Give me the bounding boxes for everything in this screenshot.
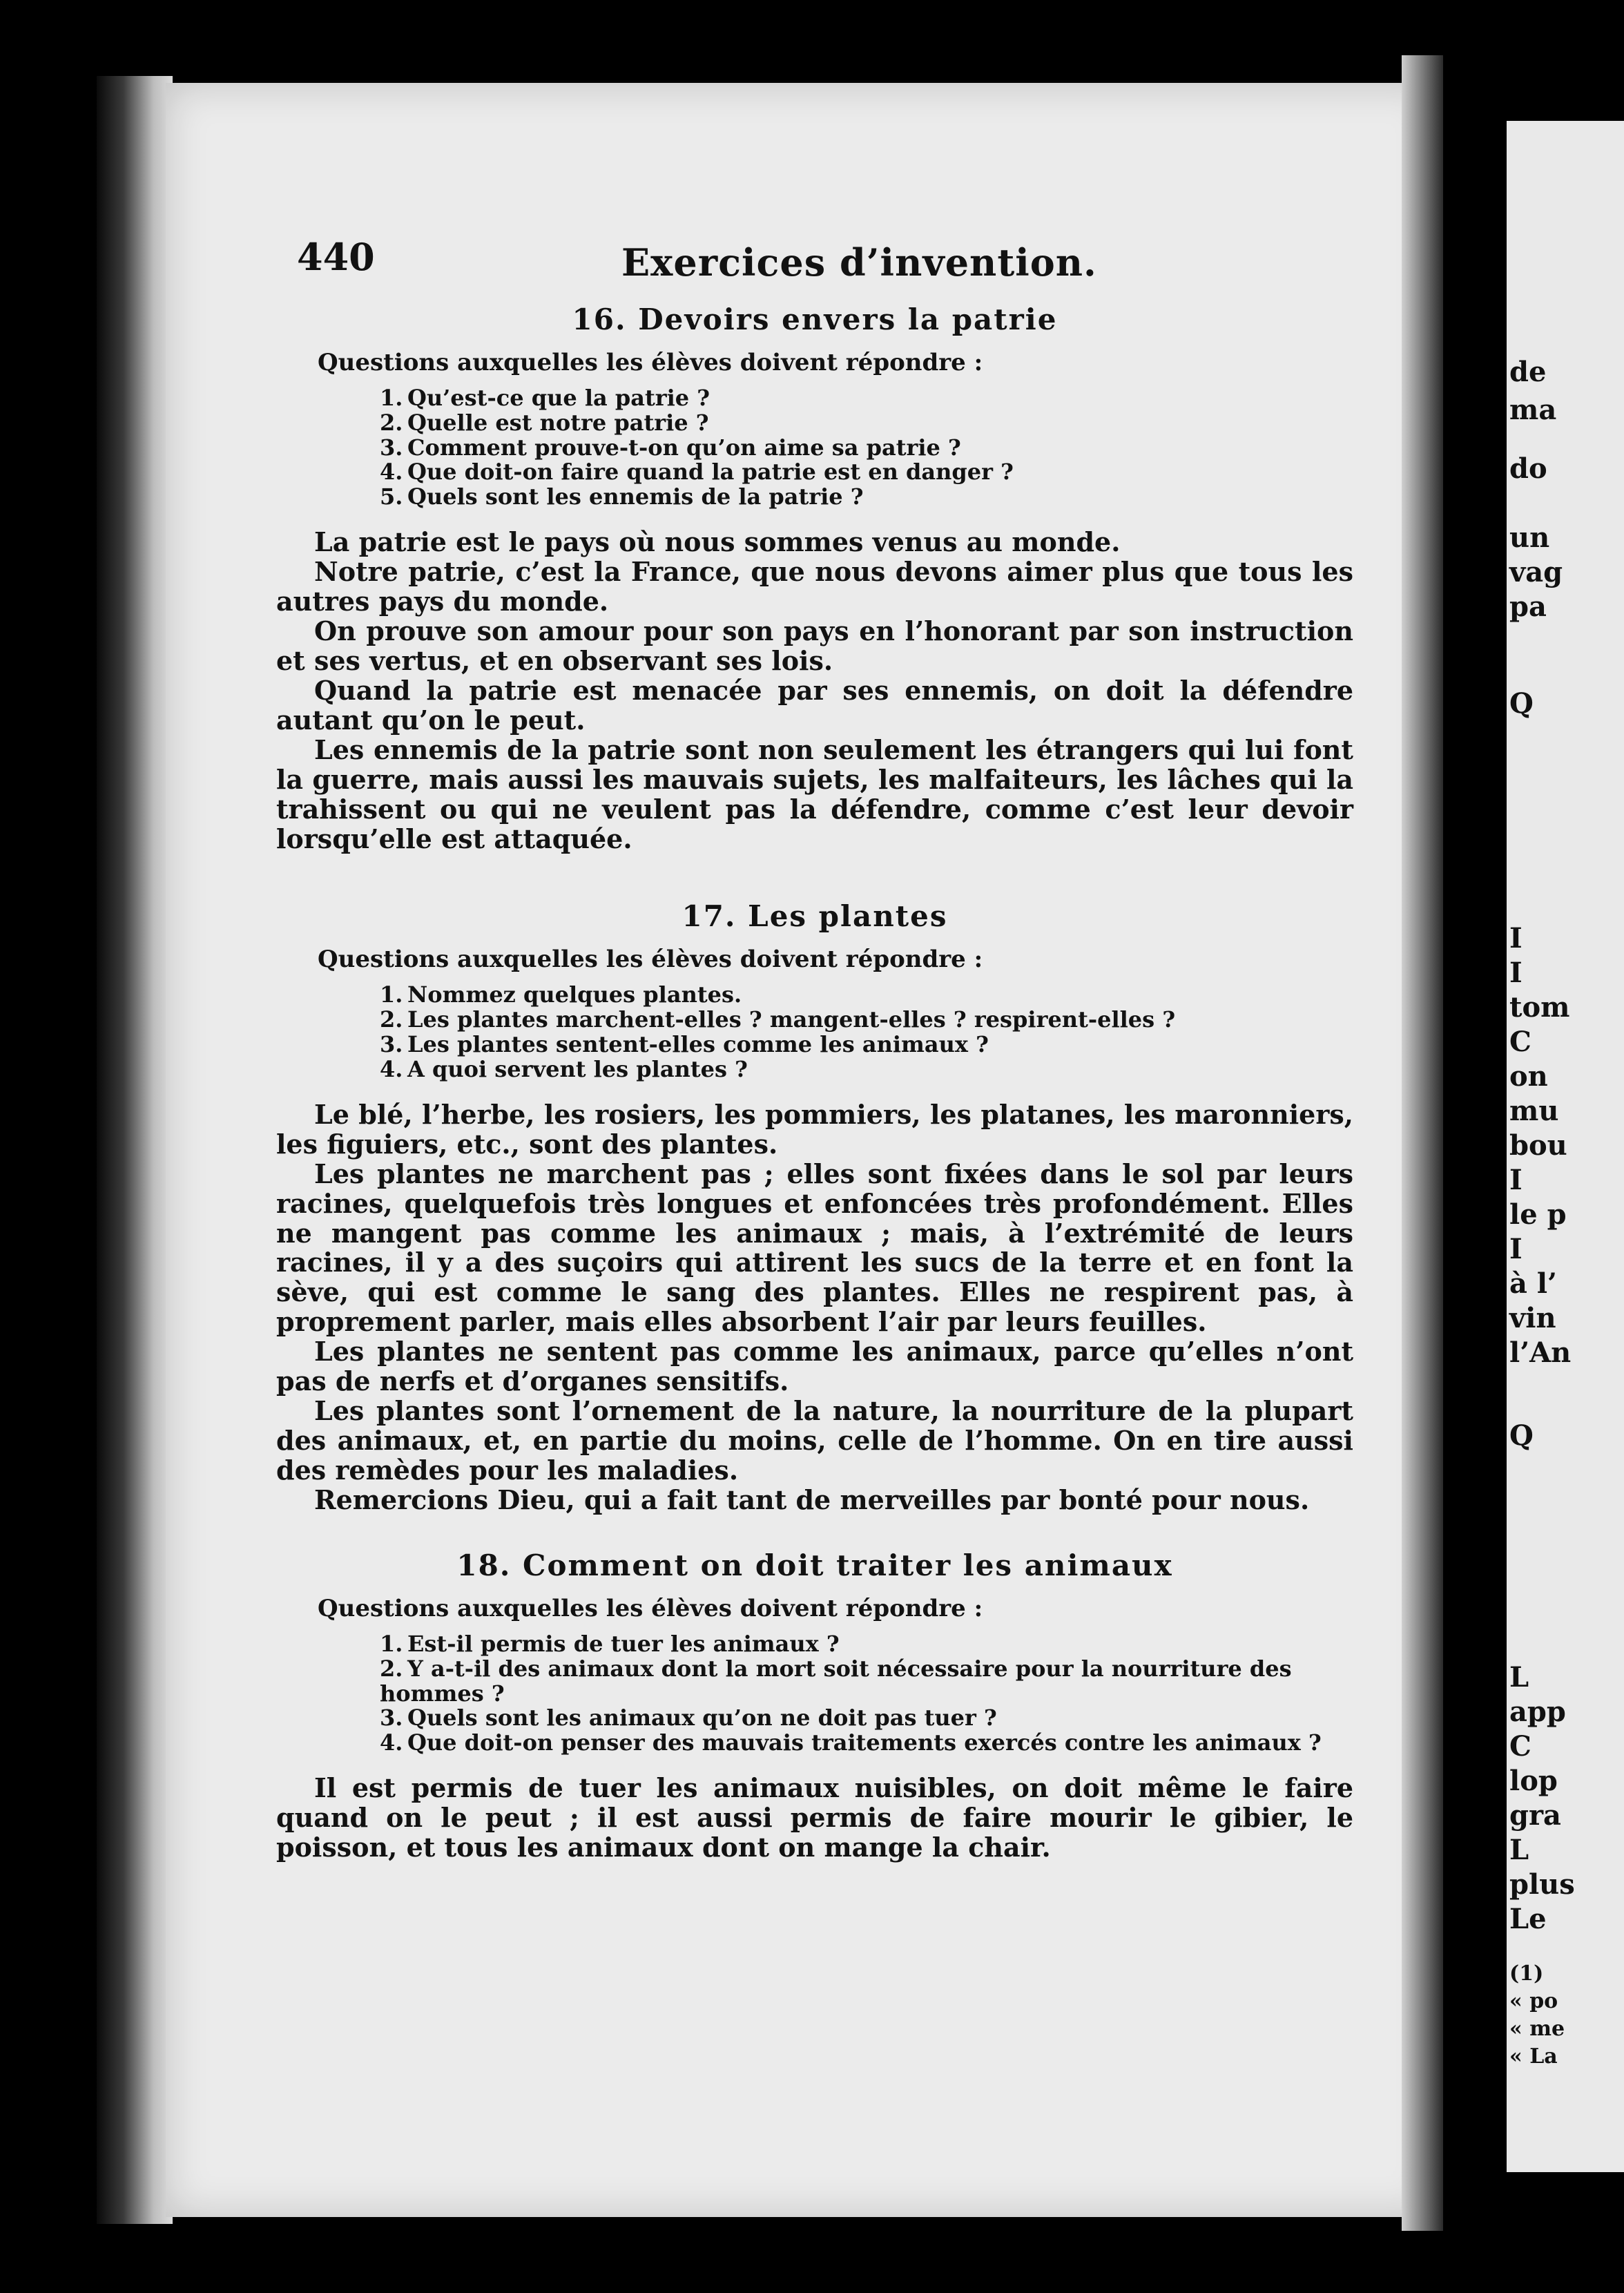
next-page-fragment: on — [1509, 1060, 1548, 1093]
question-text: Que doit-on faire quand la patrie est en danger ? — [407, 459, 1014, 486]
section-title: 16. Devoirs envers la patrie — [572, 303, 1058, 336]
questions-intro: Questions auxquelles les élèves doivent répondre : — [318, 1594, 983, 1622]
question-text: A quoi servent les plantes ? — [407, 1055, 748, 1082]
question-number: 3. — [380, 1705, 403, 1731]
paragraph: La patrie est le pays où nous sommes venus au monde. — [314, 526, 1121, 558]
question-item — [380, 1033, 1353, 1057]
paragraph: On prouve son amour pour son pays en l’honorant par son instruction et ses vertus, et en observant ses lois. — [276, 615, 1353, 676]
paragraph: Notre patrie, c’est la France, que nous devons aimer plus que tous les autres pays du monde. — [276, 556, 1353, 617]
next-page-fragment: tom — [1509, 991, 1570, 1024]
paragraph: Les ennemis de la patrie sont non seulement les étrangers qui lui font la guerre, mais aussi les mauvais sujets, les malfaiteurs, les lâches qui la trahissent ou qui ne veulent pas la défendre, comme c’est leur devoir lorsqu’elle est attaquée. — [276, 733, 1353, 854]
page-header — [276, 221, 1353, 297]
next-page-fragment: le p — [1509, 1198, 1567, 1231]
next-page-fragment: mu — [1509, 1095, 1559, 1127]
question-text: Les plantes marchent-elles ? mangent-elles ? respirent-elles ? — [407, 1006, 1176, 1033]
next-page-fragment: I — [1509, 1233, 1522, 1265]
question-number: 3. — [380, 434, 403, 461]
question-number: 2. — [380, 409, 403, 436]
question-number: 2. — [380, 1006, 403, 1033]
question-number: 2. — [380, 1655, 403, 1682]
next-page-fragment: plus — [1509, 1868, 1575, 1901]
gutter-shadow — [1402, 55, 1443, 2231]
next-page-fragment: vin — [1509, 1302, 1556, 1334]
question-number: 5. — [380, 483, 403, 510]
paragraph: Les plantes sont l’ornement de la nature, la nourriture de la plupart des animaux, et, en partie du moins, celle de l’homme. On en tire aussi des remèdes pour les maladies. — [276, 1395, 1353, 1486]
question-text: Comment prouve-t-on qu’on aime sa patrie ? — [407, 434, 961, 461]
next-page-fragment: à l’ — [1509, 1267, 1557, 1300]
section-gap — [276, 1515, 1353, 1543]
next-page-fragment: « me — [1509, 2017, 1565, 2041]
question-text: Y a-t-il des animaux dont la mort soit nécessaire pour la nourriture des hommes ? — [380, 1655, 1292, 1707]
section-title: 17. Les plantes — [682, 899, 948, 934]
question-text: Les plantes sentent-elles comme les animaux ? — [407, 1031, 989, 1058]
question-text: Quels sont les animaux qu’on ne doit pas tuer ? — [407, 1705, 997, 1731]
paragraph: Le blé, l’herbe, les rosiers, les pommiers, les platanes, les maronniers, les figuiers, etc., sont des plantes. — [276, 1098, 1353, 1160]
question-text: Quelle est notre patrie ? — [407, 409, 709, 436]
next-page-fragment: « La — [1509, 2044, 1558, 2069]
section-title: 18. Comment on doit traiter les animaux — [456, 1548, 1173, 1582]
next-page-fragment: Le — [1509, 1903, 1547, 1935]
question-list — [380, 386, 1353, 510]
next-page-fragment: un — [1509, 521, 1550, 554]
question-number: 3. — [380, 1031, 403, 1058]
question-item — [380, 1008, 1353, 1033]
question-item — [380, 460, 1353, 485]
question-item — [380, 1657, 1353, 1707]
paragraph: Les plantes ne marchent pas ; elles sont fixées dans le sol par leurs racines, quelquefois très longues et enfoncées très profondément. Elles ne mangent pas comme les animaux ; mais, à l’extrémité de leurs racines, il y a des suçoirs qui attirent les sucs de la terre et en font la sève, qui est comme le sang des plantes. Elles ne respirent pas, à proprement parler, mais elles absorbent l’air par leurs feuilles. — [276, 1158, 1353, 1338]
question-item — [380, 983, 1353, 1008]
next-page-fragment: Q — [1509, 687, 1534, 720]
paragraph: Il est permis de tuer les animaux nuisibles, on doit même le faire quand on le peut ; il est aussi permis de faire mourir le gibier, le poisson, et tous les animaux dont on mange la chair. — [276, 1772, 1353, 1863]
question-number: 1. — [380, 385, 403, 411]
next-page-fragment: I — [1509, 922, 1522, 954]
question-list — [380, 1632, 1353, 1756]
next-page-fragment: vag — [1509, 556, 1563, 588]
next-page-fragment: bou — [1509, 1129, 1567, 1162]
question-item — [380, 436, 1353, 461]
next-page-fragment: L — [1509, 1661, 1529, 1694]
question-item — [380, 485, 1353, 510]
next-page-fragment: l’An — [1509, 1336, 1572, 1369]
question-item — [380, 1706, 1353, 1731]
paragraph: Remercions Dieu, qui a fait tant de merveilles par bonté pour nous. — [314, 1484, 1310, 1515]
question-number: 4. — [380, 459, 403, 486]
next-page-fragment: I — [1509, 957, 1522, 989]
next-page-fragment: do — [1509, 452, 1547, 485]
next-page-fragment: lop — [1509, 1765, 1558, 1797]
question-text: Quels sont les ennemis de la patrie ? — [407, 483, 864, 510]
question-item — [380, 411, 1353, 436]
section-devoirs-patrie — [276, 303, 1353, 854]
question-item — [380, 1731, 1353, 1756]
question-text: Nommez quelques plantes. — [407, 981, 742, 1008]
question-text: Est-il permis de tuer les animaux ? — [407, 1630, 840, 1657]
book-spine-edge — [97, 76, 173, 2224]
question-item — [380, 386, 1353, 411]
question-number: 1. — [380, 1630, 403, 1657]
question-number: 4. — [380, 1055, 403, 1082]
paragraph: Quand la patrie est menacée par ses ennemis, on doit la défendre autant qu’on le peut. — [276, 674, 1353, 736]
section-gap — [276, 854, 1353, 894]
question-list — [380, 983, 1353, 1082]
questions-intro: Questions auxquelles les élèves doivent répondre : — [318, 349, 983, 376]
question-number: 4. — [380, 1729, 403, 1756]
next-page-fragment: pa — [1509, 591, 1547, 623]
question-item — [380, 1632, 1353, 1657]
page-number: 440 — [297, 235, 375, 279]
next-page-fragment: de — [1509, 356, 1547, 388]
right-page-fragment — [1507, 121, 1624, 2172]
next-page-fragment: app — [1509, 1696, 1566, 1728]
question-item — [380, 1057, 1353, 1082]
next-page-fragment: ma — [1509, 394, 1557, 426]
next-page-fragment: Q — [1509, 1419, 1534, 1452]
next-page-fragment: C — [1509, 1730, 1531, 1763]
next-page-fragment: C — [1509, 1026, 1531, 1058]
question-number: 1. — [380, 981, 403, 1008]
page-content — [276, 221, 1353, 1863]
next-page-fragment: L — [1509, 1834, 1529, 1866]
question-text: Que doit-on penser des mauvais traitements exercés contre les animaux ? — [407, 1729, 1322, 1756]
section-animaux — [276, 1548, 1353, 1863]
next-page-fragment: I — [1509, 1164, 1522, 1196]
next-page-fragment: gra — [1509, 1799, 1561, 1832]
paragraph: Les plantes ne sentent pas comme les animaux, parce qu’elles n’ont pas de nerfs et d’organes sensitifs. — [276, 1336, 1353, 1397]
section-plantes — [276, 899, 1353, 1515]
question-text: Qu’est-ce que la patrie ? — [407, 385, 710, 411]
next-page-fragment: « po — [1509, 1989, 1558, 2013]
running-title: Exercices d’invention. — [621, 240, 1097, 285]
next-page-fragment: (1) — [1509, 1961, 1544, 1986]
questions-intro: Questions auxquelles les élèves doivent répondre : — [318, 946, 983, 974]
